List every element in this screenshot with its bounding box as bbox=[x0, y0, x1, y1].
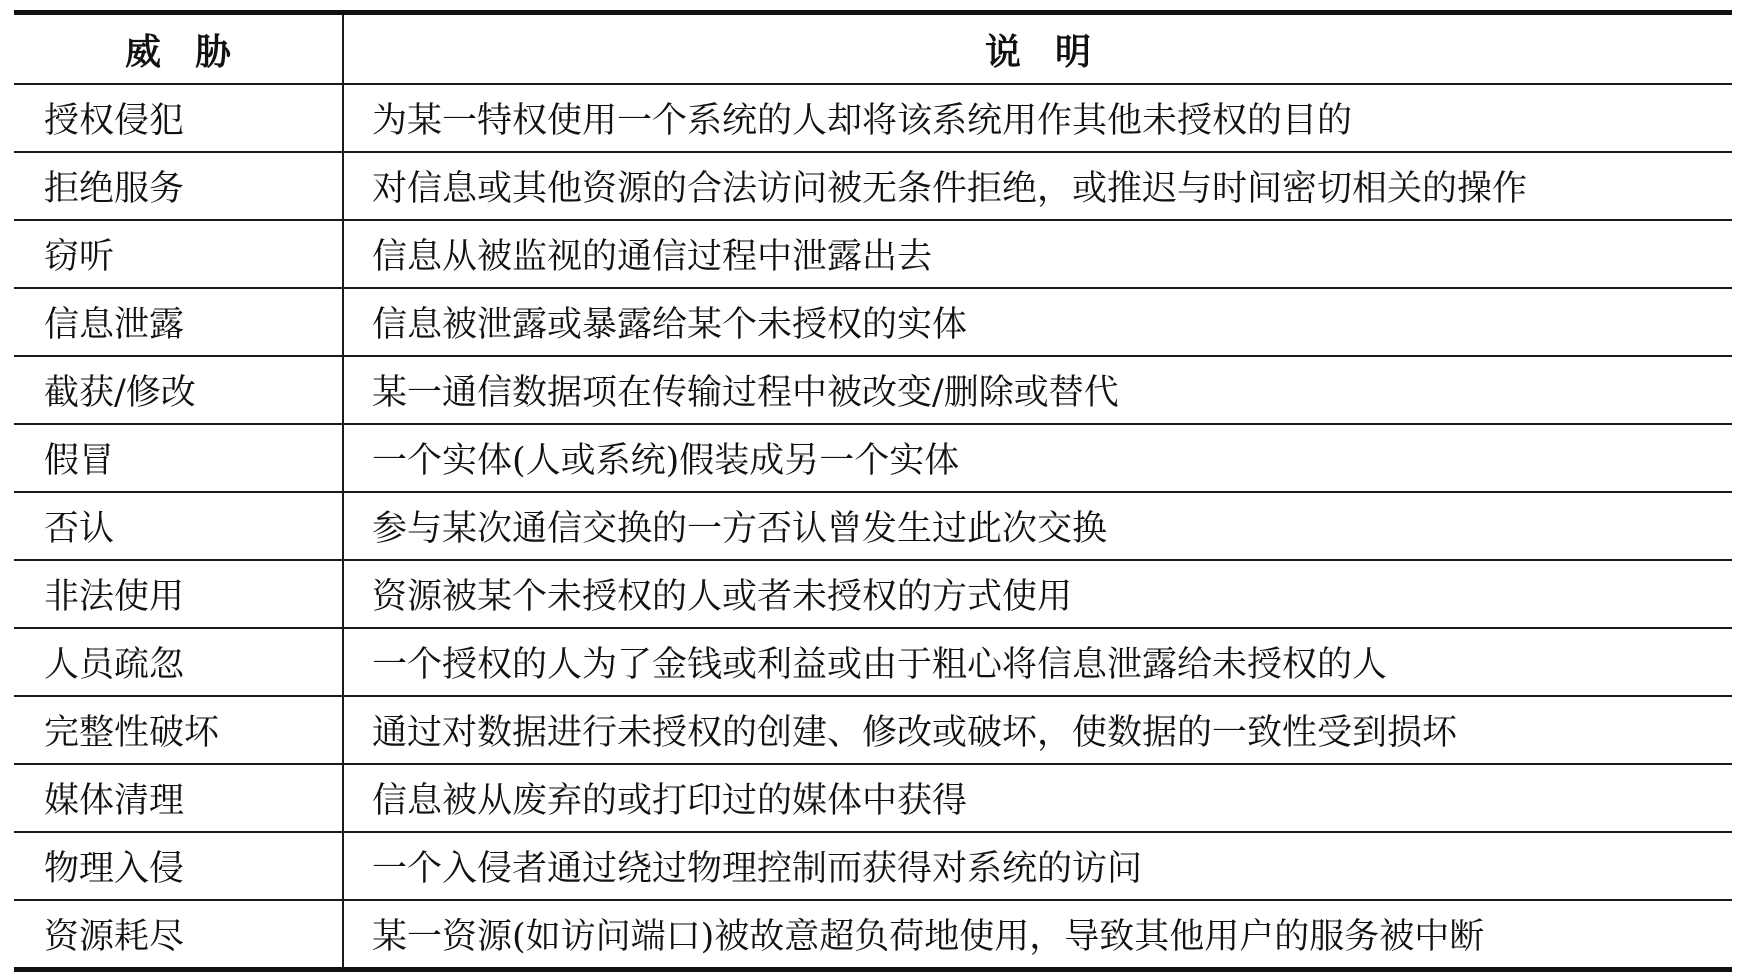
description-cell: 信息从被监视的通信过程中泄露出去 bbox=[343, 220, 1732, 288]
threat-cell: 窃听 bbox=[14, 220, 343, 288]
table-row bbox=[14, 560, 1732, 628]
description-cell: 对信息或其他资源的合法访问被无条件拒绝，或推迟与时间密切相关的操作 bbox=[343, 152, 1732, 220]
column-header-description: 说明 bbox=[343, 13, 1732, 85]
description-cell: 为某一特权使用一个系统的人却将该系统用作其他未授权的目的 bbox=[343, 84, 1732, 152]
description-cell: 一个入侵者通过绕过物理控制而获得对系统的访问 bbox=[343, 832, 1732, 900]
threat-cell: 媒体清理 bbox=[14, 764, 343, 832]
description-cell: 某一通信数据项在传输过程中被改变/删除或替代 bbox=[343, 356, 1732, 424]
table-row bbox=[14, 424, 1732, 492]
table-row bbox=[14, 84, 1732, 152]
description-cell: 一个授权的人为了金钱或利益或由于粗心将信息泄露给未授权的人 bbox=[343, 628, 1732, 696]
threat-table bbox=[14, 10, 1732, 972]
table-row bbox=[14, 492, 1732, 560]
table-row bbox=[14, 220, 1732, 288]
table-row bbox=[14, 152, 1732, 220]
threat-cell: 否认 bbox=[14, 492, 343, 560]
threat-cell: 物理入侵 bbox=[14, 832, 343, 900]
threat-cell: 信息泄露 bbox=[14, 288, 343, 356]
description-cell: 资源被某个未授权的人或者未授权的方式使用 bbox=[343, 560, 1732, 628]
description-cell: 一个实体(人或系统)假装成另一个实体 bbox=[343, 424, 1732, 492]
description-cell: 信息被泄露或暴露给某个未授权的实体 bbox=[343, 288, 1732, 356]
threat-cell: 资源耗尽 bbox=[44, 917, 185, 957]
description-cell: 某一资源(如访问端口)被故意超负荷地使用，导致其他用户的服务被中断 bbox=[343, 900, 1732, 970]
description-cell: 通过对数据进行未授权的创建、修改或破坏，使数据的一致性受到损坏 bbox=[343, 696, 1732, 764]
description-cell: 参与某次通信交换的一方否认曾发生过此次交换 bbox=[343, 492, 1732, 560]
table-row bbox=[14, 696, 1732, 764]
threat-cell: 假冒 bbox=[14, 424, 343, 492]
threat-cell: 完整性破坏 bbox=[14, 696, 343, 764]
table-row bbox=[14, 628, 1732, 696]
threat-cell: 人员疏忽 bbox=[14, 628, 343, 696]
threat-cell: 授权侵犯 bbox=[14, 84, 343, 152]
threat-cell: 截获/修改 bbox=[14, 356, 343, 424]
table-row bbox=[14, 900, 1732, 970]
threat-cell: 非法使用 bbox=[14, 560, 343, 628]
threat-table-container bbox=[14, 10, 1732, 972]
description-cell: 信息被从废弃的或打印过的媒体中获得 bbox=[343, 764, 1732, 832]
table-header-row bbox=[14, 13, 1732, 85]
column-header-threat: 威胁 bbox=[14, 13, 343, 85]
table-row bbox=[14, 832, 1732, 900]
table-row bbox=[14, 288, 1732, 356]
table-row bbox=[14, 356, 1732, 424]
table-row bbox=[14, 764, 1732, 832]
threat-cell: 拒绝服务 bbox=[14, 152, 343, 220]
